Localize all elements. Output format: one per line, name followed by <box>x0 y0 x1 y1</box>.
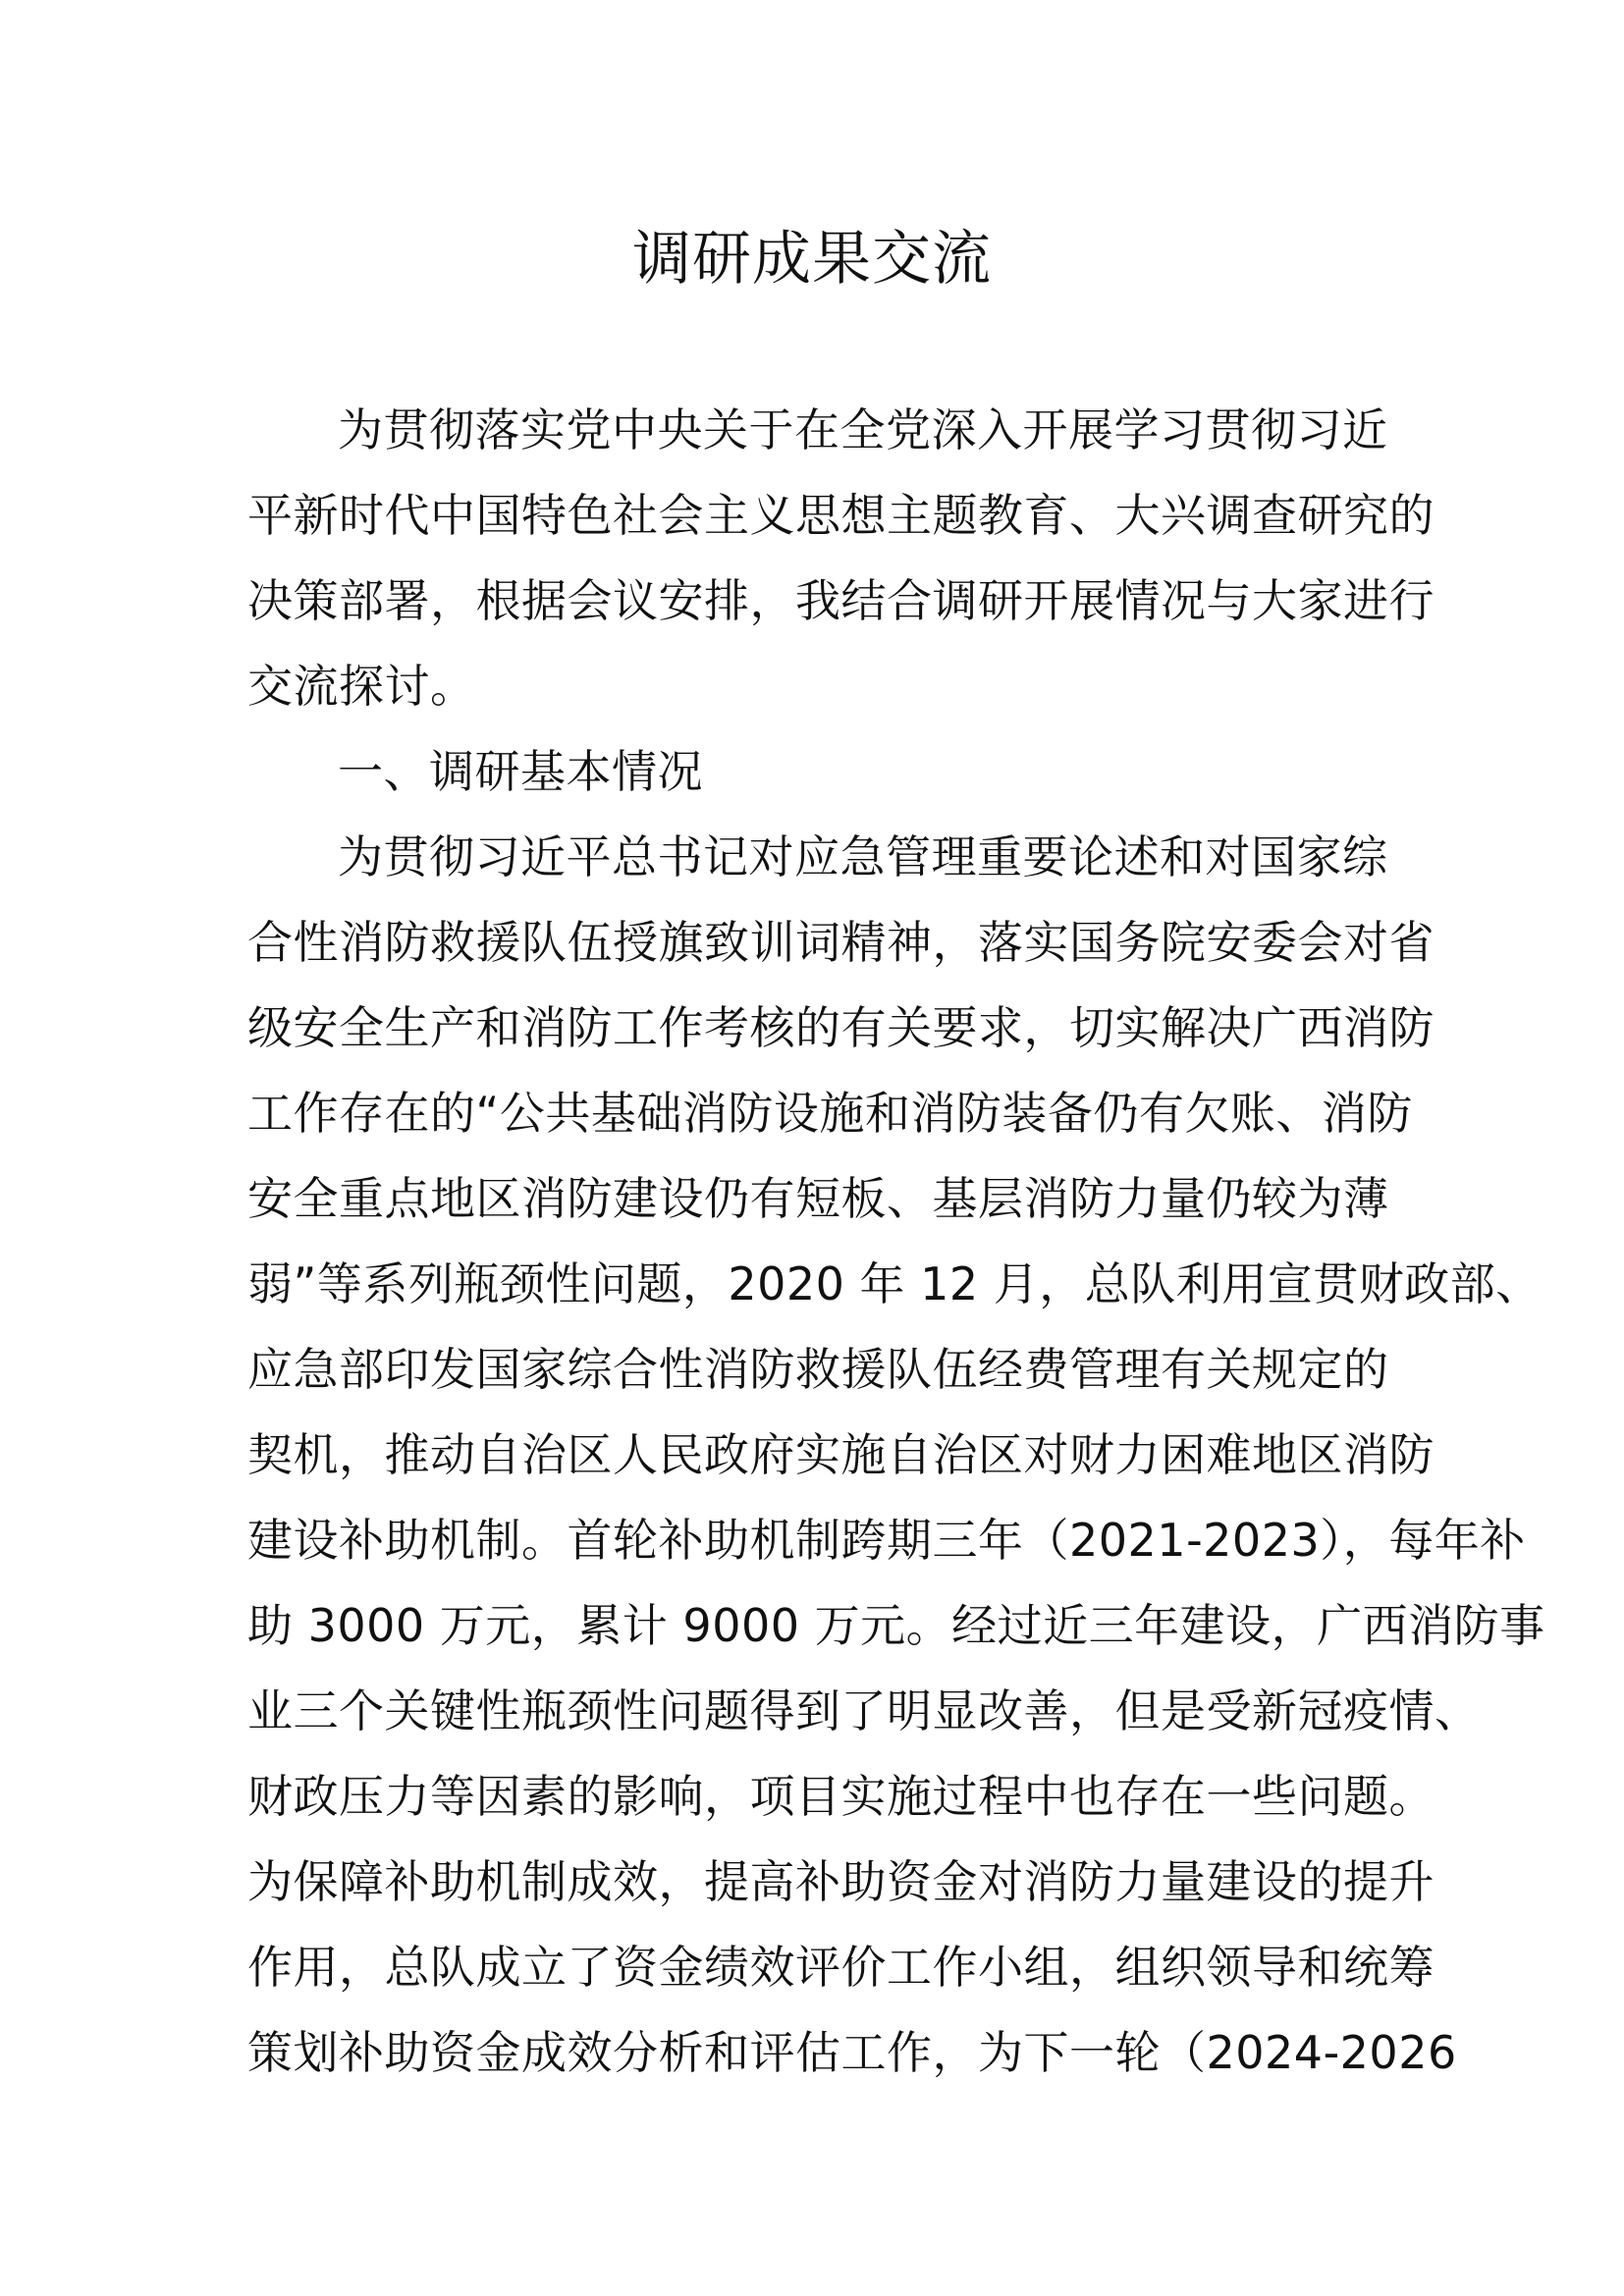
paragraph-basic-line: 级安全生产和消防工作考核的有关要求，切实解决广西消防 <box>247 1001 1435 1054</box>
paragraph-basic-line: 为保障补助机制成效，提高补助资金对消防力量建设的提升 <box>247 1855 1435 1908</box>
paragraph-basic-line: 助 3000 万元，累计 9000 万元。经过近三年建设，广西消防事 <box>247 1599 1545 1652</box>
paragraph-basic-line: 策划补助资金成效分析和评估工作，为下一轮（2024-2026 <box>247 2026 1457 2079</box>
paragraph-basic-line: 建设补助机制。首轮补助机制跨期三年（2021-2023），每年补 <box>247 1514 1526 1567</box>
document-body <box>247 388 1545 2096</box>
paragraph-intro-line: 平新时代中国特色社会主义思想主题教育、大兴调查研究的 <box>247 489 1435 542</box>
paragraph-intro-line: 决策部署，根据会议安排，我结合调研开展情况与大家进行 <box>247 574 1435 627</box>
document-title: 调研成果交流 <box>632 225 992 294</box>
paragraph-intro-line: 为贯彻落实党中央关于在全党深入开展学习贯彻习近 <box>338 403 1388 456</box>
section-heading: 一、调研基本情况 <box>338 745 703 798</box>
paragraph-basic-line: 应急部印发国家综合性消防救援队伍经费管理有关规定的 <box>247 1343 1389 1396</box>
paragraph-basic-line: 为贯彻习近平总书记对应急管理重要论述和对国家综 <box>338 830 1388 883</box>
paragraph-basic-line: 弱”等系列瓶颈性问题，2020 年 12 月，总队利用宣贯财政部、 <box>247 1257 1542 1310</box>
paragraph-basic-line: 业三个关键性瓶颈性问题得到了明显改善，但是受新冠疫情、 <box>247 1684 1481 1737</box>
paragraph-basic-line: 工作存在的“公共基础消防设施和消防装备仍有欠账、消防 <box>247 1087 1413 1140</box>
paragraph-basic-line: 财政压力等因素的影响，项目实施过程中也存在一些问题。 <box>247 1770 1435 1823</box>
paragraph-basic-line: 契机，推动自治区人民政府实施自治区对财力困难地区消防 <box>247 1428 1435 1481</box>
paragraph-basic-line: 安全重点地区消防建设仍有短板、基层消防力量仍较为薄 <box>247 1172 1389 1225</box>
paragraph-basic-line: 作用，总队成立了资金绩效评价工作小组，组织领导和统筹 <box>247 1941 1435 1994</box>
paragraph-intro-line: 交流探讨。 <box>247 660 476 713</box>
paragraph-basic-line: 合性消防救援队伍授旗致训词精神，落实国务院安委会对省 <box>247 916 1435 969</box>
